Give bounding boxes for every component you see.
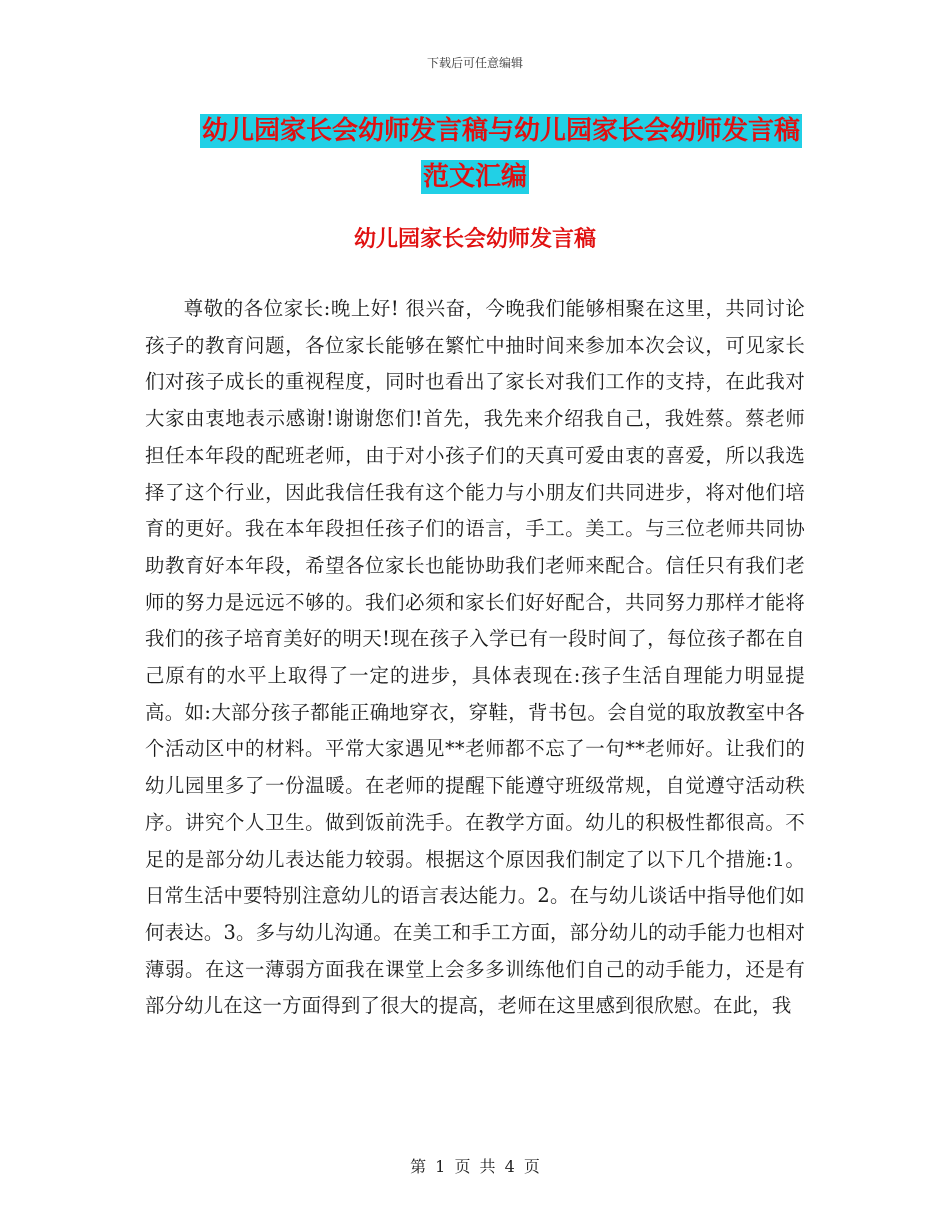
title-line-2-text: 范文汇编 (422, 162, 527, 192)
header-note: 下载后可任意编辑 (426, 56, 523, 70)
title-line-2 (0, 154, 950, 200)
title-line-1-text: 幼儿园家长会幼师发言稿与幼儿园家长会幼师发言稿 (201, 116, 800, 146)
document-title (0, 108, 950, 200)
page-footer: 第 1 页 共 4 页 (410, 1157, 540, 1176)
body-paragraph: 尊敬的各位家长:晚上好! 很兴奋，今晚我们能够相聚在这里，共同讨论孩子的教育问题，各位家长能够在繁忙中抽时间来参加本次会议，可见家长们对孩子成长的重视程度，同时也看出了家长对我们工作的支持，在此我对大家由衷地表示感谢!谢谢您们!首先，我先来介绍我自己，我姓蔡。蔡老师担任本年段的配班老师，由于对小孩子们的天真可爱由衷的喜爱，所以我选择了这个行业，因此我信任我有这个能力与小朋友们共同进步，将对他们培育的更好。我在本年段担任孩子们的语言，手工。美工。与三位老师共同协助教育好本年段，希望各位家长也能协助我们老师来配合。信任只有我们老师的努力是远远不够的。我们必须和家长们好好配合，共同努力那样才能将我们的孩子培育美好的明天!现在孩子入学已有一段时间了，每位孩子都在自己原有的水平上取得了一定的进步，具体表现在:孩子生活自理能力明显提高。如:大部分孩子都能正确地穿衣，穿鞋，背书包。会自觉的取放教室中各个活动区中的材料。平常大家遇见**老师都不忘了一句**老师好。让我们的幼儿园里多了一份温暖。在老师的提醒下能遵守班级常规，自觉遵守活动秩序。讲究个人卫生。做到饭前洗手。在教学方面。幼儿的积极性都很高。不足的是部分幼儿表达能力较弱。根据这个原因我们制定了以下几个措施:1。日常生活中要特别注意幼儿的语言表达能力。2。在与幼儿谈话中指导他们如何表达。3。多与幼儿沟通。在美工和手工方面，部分幼儿的动手能力也相对薄弱。在这一薄弱方面我在课堂上会多多训练他们自己的动手能力，还是有部分幼儿在这一方面得到了很大的提高，老师在这里感到很欣慰。在此，我 (145, 297, 805, 1018)
section-heading: 幼儿园家长会幼师发言稿 (353, 227, 596, 252)
title-line-1 (0, 108, 950, 154)
